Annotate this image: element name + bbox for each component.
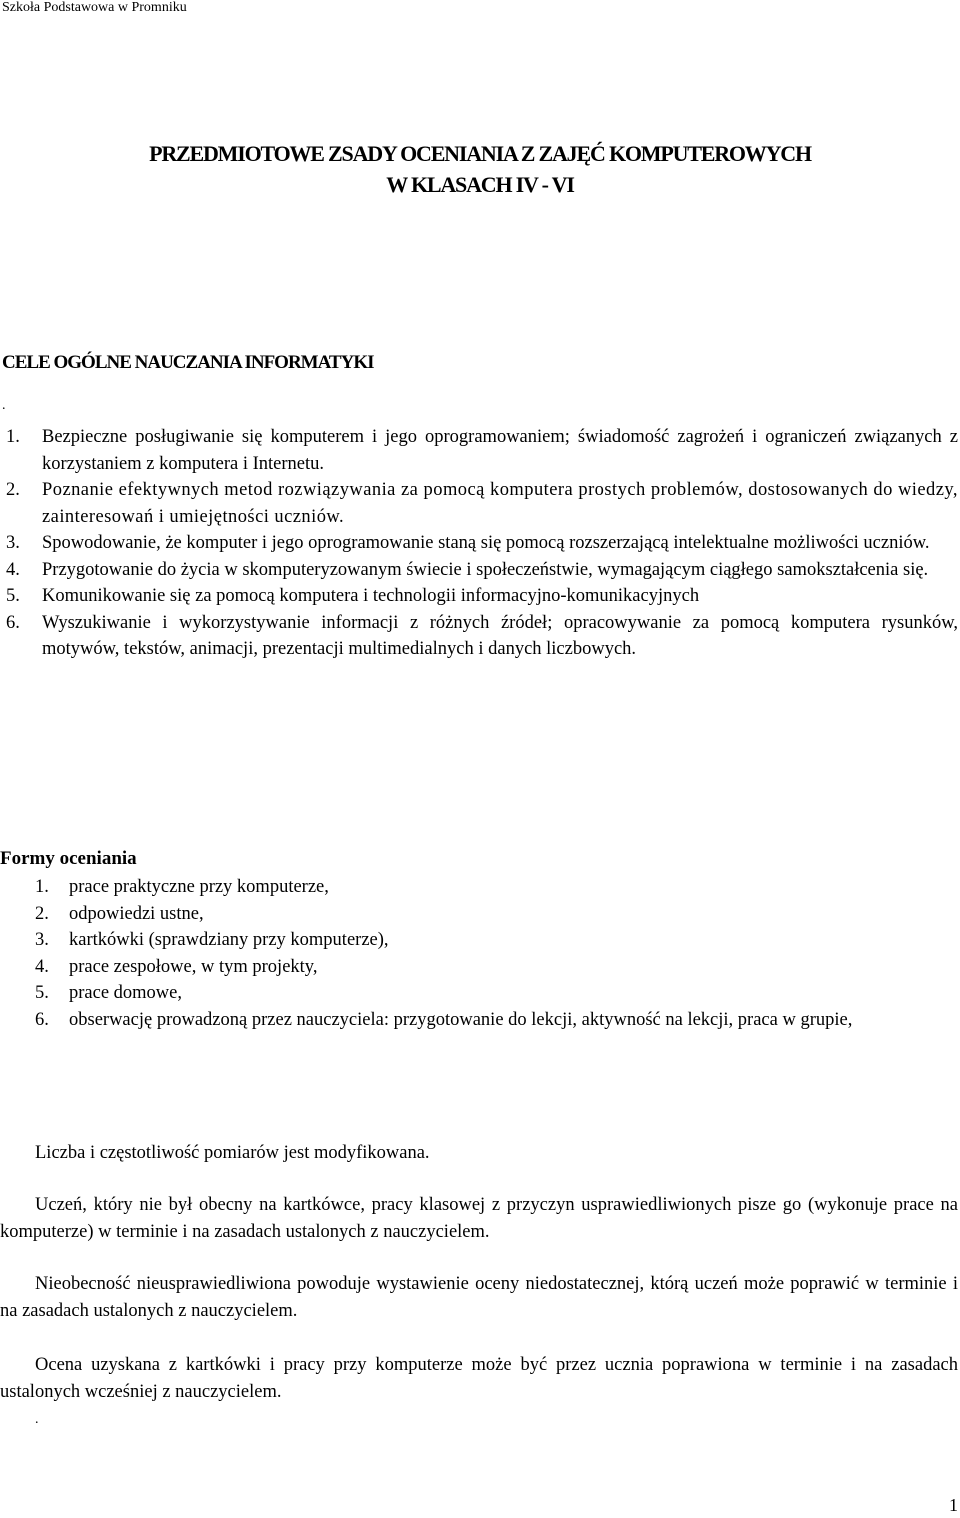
goal-text: Wyszukiwanie i wykorzystywanie informacji z różnych źródeł; opracowywanie za pomocą komputera rysunków, motywów, tekstów, animacji, prezentacji multimedialnych i danych liczbowych. bbox=[42, 612, 958, 659]
paragraph-text: Nieobecność nieusprawiedliwiona powoduje wystawienie oceny niedostatecznej, którą uczeń może poprawić w terminie i na zasadach ustalonych z nauczycielem. bbox=[0, 1274, 958, 1321]
form-text: obserwację prowadzoną przez nauczyciela: przygotowanie do lekcji, aktywność na lekcji, praca w grupie, bbox=[69, 1009, 853, 1030]
goal-text: Spowodowanie, że komputer i jego oprogramowanie staną się pomocą rozszerzającą intelektualne możliwości uczniów. bbox=[42, 533, 930, 553]
goal-number: 4. bbox=[6, 559, 20, 580]
page-number: 1 bbox=[949, 1495, 958, 1515]
paragraph-text: Uczeń, który nie był obecny na kartkówce, pracy klasowej z przyczyn usprawiedliwionych pisze go (wykonuje prace na komputerze) w terminie i na zasadach ustalonych z nauczycielem. bbox=[0, 1195, 958, 1242]
form-text: odpowiedzi ustne, bbox=[69, 903, 204, 924]
document-title-line-2: W KLASACH IV - VI bbox=[386, 172, 574, 197]
goal-text: Komunikowanie się za pomocą komputera i technologii informacyjno-komunikacyjnych bbox=[42, 586, 700, 606]
form-number: 4. bbox=[35, 956, 49, 977]
goal-number: 2. bbox=[6, 480, 20, 500]
form-number: 1. bbox=[35, 877, 49, 897]
goal-text: Przygotowanie do życia w skomputeryzowanym świecie i społeczeństwie, wymagającym ciągłego samokształcenia się. bbox=[42, 559, 929, 580]
goal-number: 3. bbox=[6, 533, 20, 553]
form-text: prace zespołowe, w tym projekty, bbox=[69, 956, 318, 977]
paragraph-grade-correction bbox=[0, 1352, 958, 1406]
form-number: 6. bbox=[35, 1009, 49, 1030]
goal-item bbox=[0, 583, 958, 610]
form-number: 3. bbox=[35, 930, 49, 950]
form-item bbox=[0, 874, 958, 901]
goals-list bbox=[0, 424, 958, 663]
form-number: 2. bbox=[35, 903, 49, 924]
paragraph-absence-unexcused bbox=[0, 1271, 958, 1325]
form-item bbox=[0, 901, 958, 928]
goal-number: 6. bbox=[6, 612, 20, 633]
document-title-line-1: PRZEDMIOTOWE ZSADY OCENIANIA Z ZAJĘĆ KOMPUTEROWYCH bbox=[149, 141, 811, 166]
goal-text: Poznanie efektywnych metod rozwiązywania za pomocą komputera prostych problemów, dostosowanych do wiedzy, zainteresowań i umiejętności uczniów. bbox=[42, 480, 958, 527]
goal-item bbox=[0, 530, 958, 557]
form-text: kartkówki (sprawdziany przy komputerze), bbox=[69, 930, 389, 950]
forms-heading: Formy oceniania bbox=[0, 848, 137, 869]
form-item bbox=[0, 954, 958, 981]
trailing-dot: . bbox=[35, 1412, 39, 1427]
form-item bbox=[0, 1007, 958, 1034]
goal-item bbox=[0, 477, 958, 530]
forms-list bbox=[0, 874, 958, 1033]
goal-item bbox=[0, 557, 958, 584]
paragraph-measurements: Liczba i częstotliwość pomiarów jest modyfikowana. bbox=[35, 1143, 430, 1163]
goal-item bbox=[0, 424, 958, 477]
stray-dot: . bbox=[2, 398, 6, 413]
form-text: prace domowe, bbox=[69, 983, 183, 1003]
form-item bbox=[0, 980, 958, 1007]
goal-item bbox=[0, 610, 958, 663]
paragraph-absence-excused bbox=[0, 1192, 958, 1246]
goal-number: 1. bbox=[6, 427, 20, 447]
goals-heading: CELE OGÓLNE NAUCZANIA INFORMATYKI bbox=[2, 352, 374, 373]
goal-number: 5. bbox=[6, 586, 20, 606]
paragraph-text: Ocena uzyskana z kartkówki i pracy przy komputerze może być przez ucznia poprawiona w terminie i na zasadach ustalonych wcześniej z nauczycielem. bbox=[0, 1355, 958, 1402]
form-text: prace praktyczne przy komputerze, bbox=[69, 877, 329, 897]
form-number: 5. bbox=[35, 983, 49, 1003]
form-item bbox=[0, 927, 958, 954]
goal-text: Bezpieczne posługiwanie się komputerem i jego oprogramowaniem; świadomość zagrożeń i ograniczeń związanych z korzystaniem z komputera i Internetu. bbox=[42, 427, 958, 474]
header-school-name: Szkoła Podstawowa w Promniku bbox=[2, 0, 187, 15]
